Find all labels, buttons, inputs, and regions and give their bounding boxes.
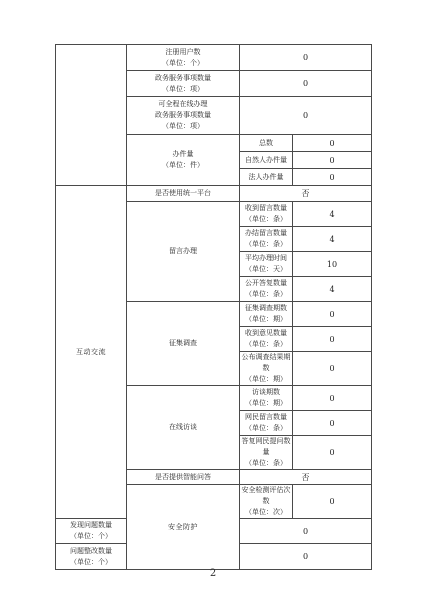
sub-value: 0 (293, 436, 372, 470)
sub-label: 网民留言数量 （单位：条） (240, 411, 293, 436)
item-value: 0 (240, 71, 372, 97)
sub-label: 公布调查结果期数 （单位：期） (240, 352, 293, 386)
item-label: 是否使用统一平台 (127, 186, 240, 202)
item-value: 否 (240, 470, 372, 485)
sub-label: 收到留言数量 （单位：条） (240, 202, 293, 227)
sub-value: 4 (293, 227, 372, 252)
sub-value: 0 (293, 135, 372, 152)
item-label: 注册用户数 （单位：个） (127, 45, 240, 71)
statistics-table (55, 44, 372, 570)
sub-label: 答复网民提问数量 （单位：条） (240, 436, 293, 470)
page-number: 2 (209, 568, 217, 579)
section-security-protection: 安全防护 (127, 485, 240, 570)
section-interactive-exchange: 互动交流 (56, 186, 127, 519)
group-label: 留言办理 (127, 202, 240, 302)
sub-value: 0 (293, 352, 372, 386)
item-label: 问题整改数量 （单位：个） (56, 544, 127, 570)
sub-value: 10 (293, 252, 372, 277)
item-label: 发现问题数量 （单位：个） (56, 519, 127, 544)
sub-label: 总数 (240, 135, 293, 152)
sub-value: 0 (293, 152, 372, 169)
group-label: 办件量 （单位：件） (127, 135, 240, 186)
sub-label: 收到意见数量 （单位：条） (240, 327, 293, 352)
sub-value: 0 (293, 302, 372, 327)
item-label: 可全程在线办理 政务服务事项数量 （单位：项） (127, 97, 240, 135)
item-value: 0 (240, 519, 372, 544)
item-label: 政务服务事项数量 （单位：项） (127, 71, 240, 97)
sub-value: 4 (293, 202, 372, 227)
sub-value: 0 (293, 411, 372, 436)
sub-label: 访谈期数 （单位：期） (240, 386, 293, 411)
sub-label: 办结留言数量 （单位：条） (240, 227, 293, 252)
section-cell-top (56, 45, 127, 186)
sub-value: 4 (293, 277, 372, 302)
group-label: 在线访谈 (127, 386, 240, 470)
sub-label: 自然人办件量 (240, 152, 293, 169)
sub-label: 平均办理时间 （单位：天） (240, 252, 293, 277)
item-value: 0 (240, 45, 372, 71)
sub-label: 法人办件量 (240, 169, 293, 186)
group-label: 征集调查 (127, 302, 240, 386)
item-value: 否 (240, 186, 372, 202)
item-value: 0 (240, 97, 372, 135)
sub-value: 0 (293, 169, 372, 186)
sub-value: 0 (293, 327, 372, 352)
sub-label: 公开答复数量 （单位：条） (240, 277, 293, 302)
item-label: 是否提供智能问答 (127, 470, 240, 485)
item-label: 安全检测评估次数 （单位：次） (240, 485, 293, 519)
item-value: 0 (293, 485, 372, 519)
sub-value: 0 (293, 386, 372, 411)
item-value: 0 (240, 544, 372, 570)
sub-label: 征集调查期数 （单位：期） (240, 302, 293, 327)
